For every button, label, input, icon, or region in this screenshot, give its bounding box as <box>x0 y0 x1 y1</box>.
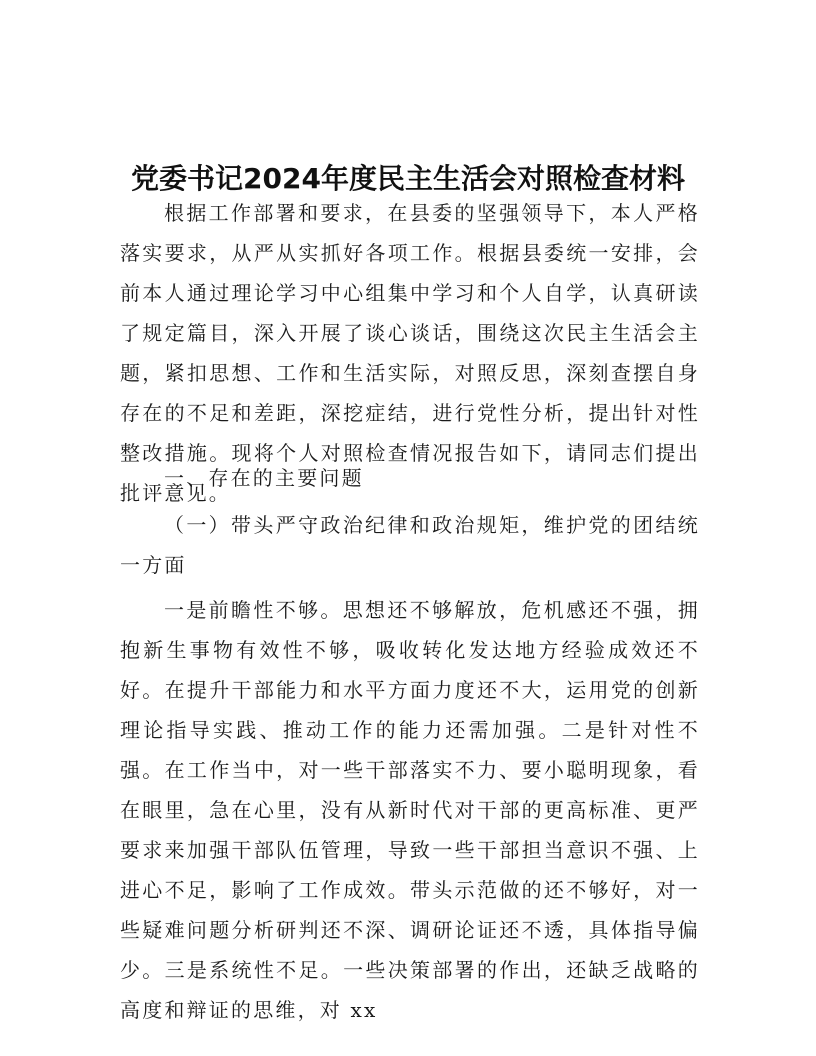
section-heading-text: 一、存在的主要问题 <box>164 466 364 490</box>
section-heading <box>120 458 700 498</box>
subsection-heading-text: （一）带头严守政治纪律和政治规矩，维护党的团结统一方面 <box>120 513 700 577</box>
subsection-heading <box>120 505 700 585</box>
intro-text: 根据工作部署和要求，在县委的坚强领导下，本人严格落实要求，从严从实抓好各项工作。根据县委统一安排，会前本人通过理论学习中心组集中学习和个人自学，认真研读了规定篇目，深入开展了谈心谈话，围绕这次民主生活会主题，紧扣思想、工作和生活实际，对照反思，深刻查摆自身存在的不足和差距，深挖症结，进行党性分析，提出针对性整改措施。现将个人对照检查情况报告如下，请同志们提出批评意见。 <box>120 201 700 505</box>
body-paragraph-text: 一是前瞻性不够。思想还不够解放，危机感还不强，拥抱新生事物有效性不够，吸收转化发达地方经验成效还不好。在提升干部能力和水平方面力度还不大，运用党的创新理论指导实践、推动工作的能力还需加强。二是针对性不强。在工作当中，对一些干部落实不力、要小聪明现象，看在眼里，急在心里，没有从新时代对干部的更高标准、更严要求来加强干部队伍管理，导致一些干部担当意识不强、上进心不足，影响了工作成效。带头示范做的还不够好，对一些疑难问题分析研判还不深、调研论证还不透，具体指导偏少。三是系统性不足。一些决策部署的作出，还缺乏战略的高度和辩证的思维，对 xx <box>120 598 700 1022</box>
document-title: 党委书记2024年度民主生活会对照检查材料 <box>131 161 685 195</box>
body-paragraph <box>120 590 700 1030</box>
